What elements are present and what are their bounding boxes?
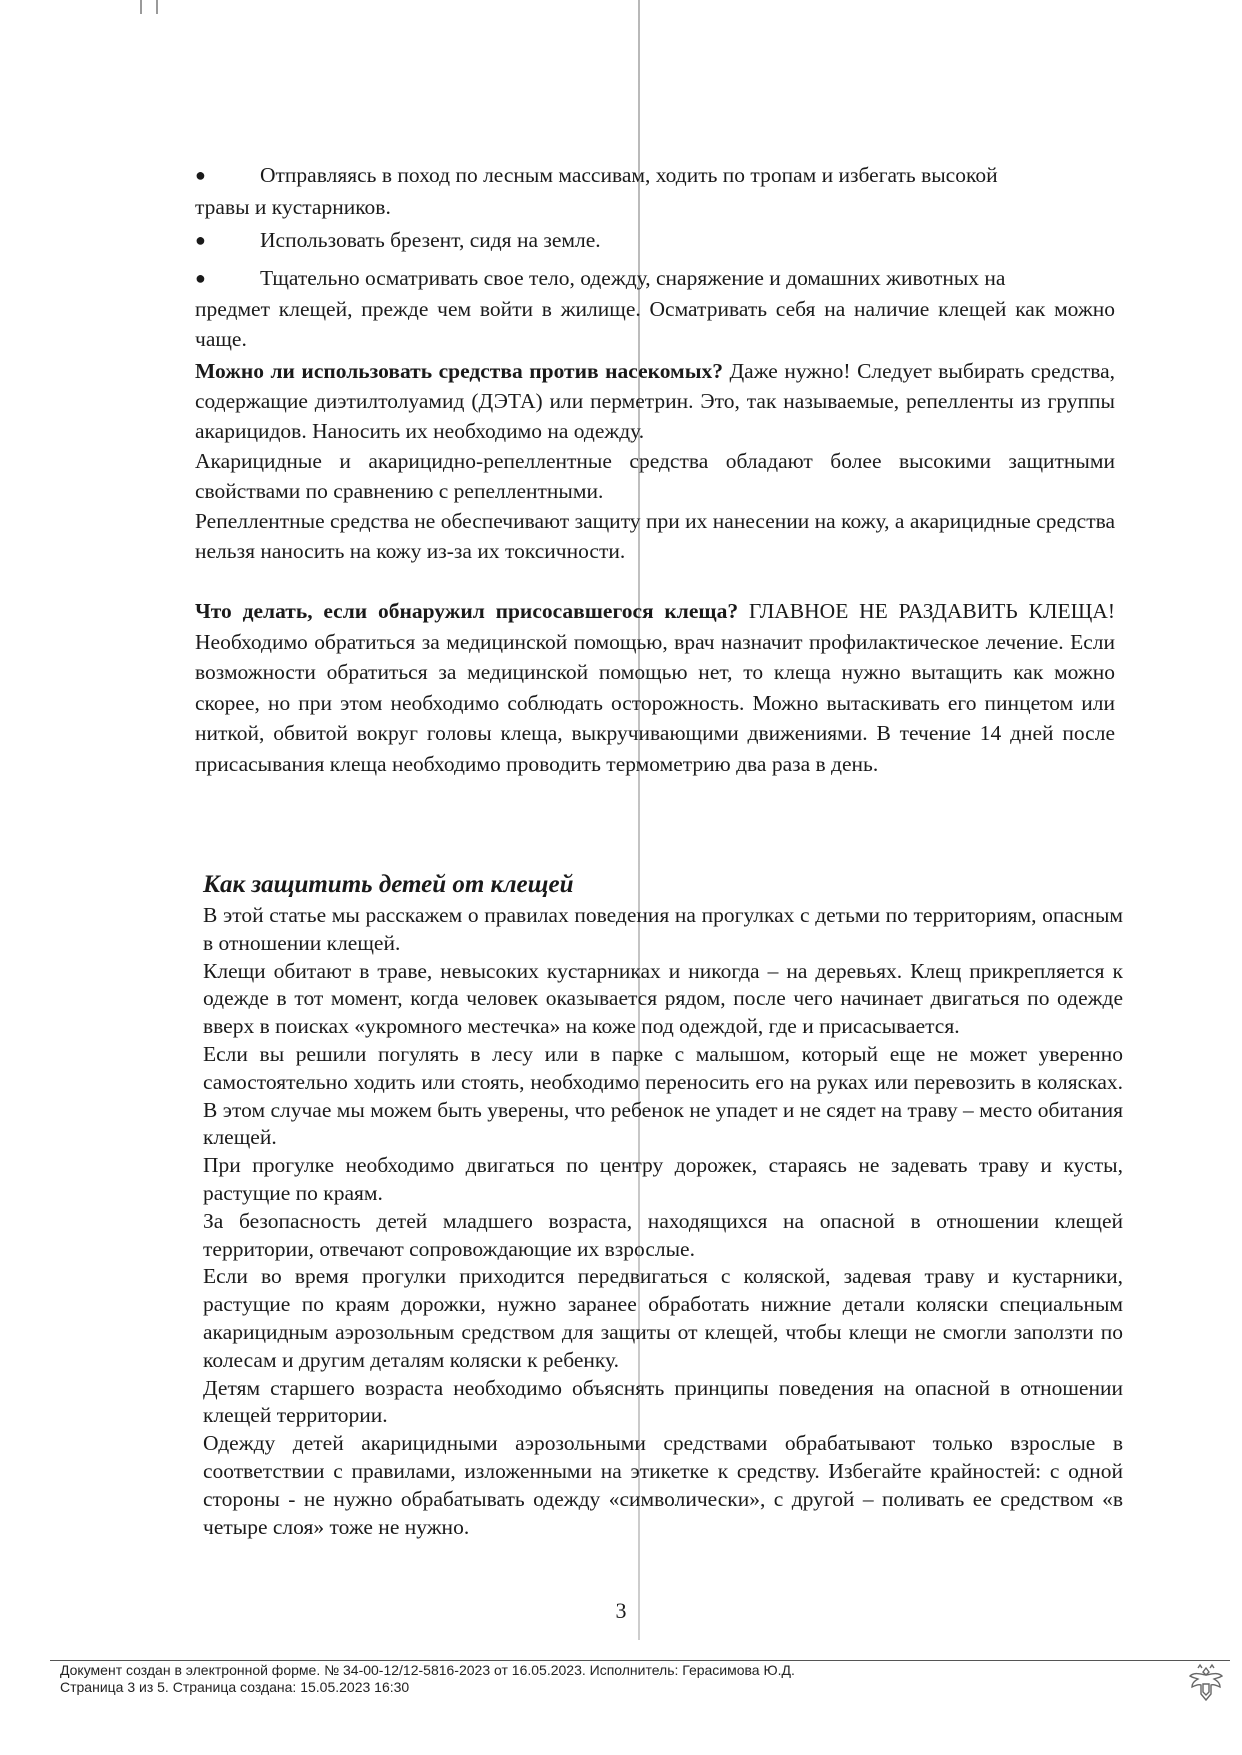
children-paragraph: Клещи обитают в траве, невысоких кустарниках и никогда – на деревьях. Клещ прикрепляется к одежде в тот момент, когда человек оказывается рядом, после чего начинает двигаться по одежде вверх в поисках «укромного местечка» на коже под одеждой, где и присасывается. bbox=[203, 958, 1123, 1039]
tick-found-paragraph bbox=[195, 596, 1115, 779]
tick-found-question: Что делать, если обнаружил присосавшегося клеща? bbox=[195, 599, 739, 623]
page-number: 3 bbox=[615, 1598, 627, 1623]
footer-page-info: Страница 3 из 5. Страница создана: 15.05.2023 16:30 bbox=[60, 1679, 410, 1695]
repellent-skin-paragraph: Репеллентные средства не обеспечивают защиту при их нанесении на кожу, а акарицидные средства нельзя наносить на кожу из-за их токсичности. bbox=[195, 509, 1115, 563]
bullet-icon: ● bbox=[195, 165, 206, 185]
bullet-continuation: предмет клещей, прежде чем войти в жилище. Осматривать себя на наличие клещей как можно чаще. bbox=[195, 297, 1115, 351]
bullet-item bbox=[195, 225, 1115, 257]
bullet-icon: ● bbox=[195, 230, 206, 250]
bullet-icon: ● bbox=[195, 267, 206, 288]
footer-document-info: Документ создан в электронной форме. № 34-00-12/12-5816-2023 от 16.05.2023. Исполнитель: Герасимова Ю.Д. bbox=[60, 1662, 795, 1678]
children-paragraph: За безопасность детей младшего возраста, находящихся на опасной в отношении клещей территории, отвечают сопровождающие их взрослые. bbox=[203, 1208, 1123, 1261]
children-paragraph: Если во время прогулки приходится передвигаться с коляской, задевая траву и кустарники, растущие по краям дорожки, нужно заранее обработать нижние детали коляски специальным акарицидным аэрозольным средством для защиты от клещей, чтобы клещи не смогли заползти по колесам и другим деталям коляски к ребенку. bbox=[203, 1264, 1123, 1372]
children-paragraph: Детям старшего возраста необходимо объяснять принципы поведения на опасной в отношении клещей территории. bbox=[203, 1375, 1123, 1428]
repellents-answer: Даже нужно! Следует выбирать средства, содержащие диэтилтолуамид (ДЭТА) или перметрин. Это, так называемые, репелленты из группы акарицидов. Наносить их необходимо на одежду. bbox=[195, 359, 1115, 443]
children-paragraph: В этой статье мы расскажем о правилах поведения на прогулках с детьми по территориям, опасным в отношении клещей. bbox=[203, 903, 1123, 955]
children-paragraph: Одежду детей акарицидными аэрозольными средствами обрабатывают только взрослые в соответствии с правилами, изложенными на этикетке к средству. Избегайте крайностей: с одной стороны - не нужно обрабатывать одежду «символически», с другой – поливать ее средством «в четыре слоя» тоже не нужно. bbox=[203, 1431, 1123, 1539]
scan-mark bbox=[140, 0, 142, 14]
repellents-paragraph bbox=[195, 356, 1115, 446]
bullet-item bbox=[195, 160, 1115, 192]
bullet-text: Тщательно осматривать свое тело, одежду, снаряжение и домашних животных на bbox=[260, 265, 1006, 290]
section-heading: Как защитить детей от клещей bbox=[203, 871, 574, 898]
repellents-question: Можно ли использовать средства против насекомых? bbox=[195, 359, 723, 383]
spacer bbox=[195, 566, 1115, 596]
coat-of-arms-icon bbox=[1186, 1662, 1226, 1706]
bullet-text: Отправляясь в поход по лесным массивам, ходить по тропам и избегать высокой bbox=[260, 163, 998, 187]
document-footer bbox=[60, 1662, 1110, 1696]
children-section bbox=[203, 868, 1123, 1541]
bullet-text: Использовать брезент, сидя на земле. bbox=[260, 228, 601, 252]
prevention-section bbox=[195, 160, 1115, 779]
children-paragraph: При прогулке необходимо двигаться по центру дорожек, стараясь не задевать траву и кусты, растущие по краям. bbox=[203, 1153, 1123, 1205]
tick-found-answer: ГЛАВНОЕ НЕ РАЗДАВИТЬ КЛЕЩА! Необходимо обратиться за медицинской помощью, врач назначит профилактическое лечение. Если возможности обратиться за медицинской помощью нет, то клеща нужно вытащить как можно скорее, но при этом необходимо соблюдать осторожность. Можно вытаскивать его пинцетом или ниткой, обвитой вокруг головы клеща, выкручивающими движениями. В течение 14 дней после присасывания клеща необходимо проводить термометрию два раза в день. bbox=[195, 599, 1115, 776]
footer-divider bbox=[50, 1660, 1230, 1661]
acaricide-paragraph: Акарицидные и акарицидно-репеллентные средства обладают более высокими защитными свойствами по сравнению с репеллентными. bbox=[195, 449, 1115, 503]
children-paragraph: Если вы решили погулять в лесу или в парке с малышом, который еще не может уверенно самостоятельно ходить или стоять, необходимо переносить его на руках или перевозить в колясках. В этом случае мы можем быть уверены, что ребенок не упадет и не сядет на траву – место обитания клещей. bbox=[203, 1041, 1123, 1150]
bullet-item bbox=[195, 263, 1115, 295]
bullet-continuation: травы и кустарников. bbox=[195, 194, 391, 219]
scan-mark bbox=[156, 0, 158, 14]
